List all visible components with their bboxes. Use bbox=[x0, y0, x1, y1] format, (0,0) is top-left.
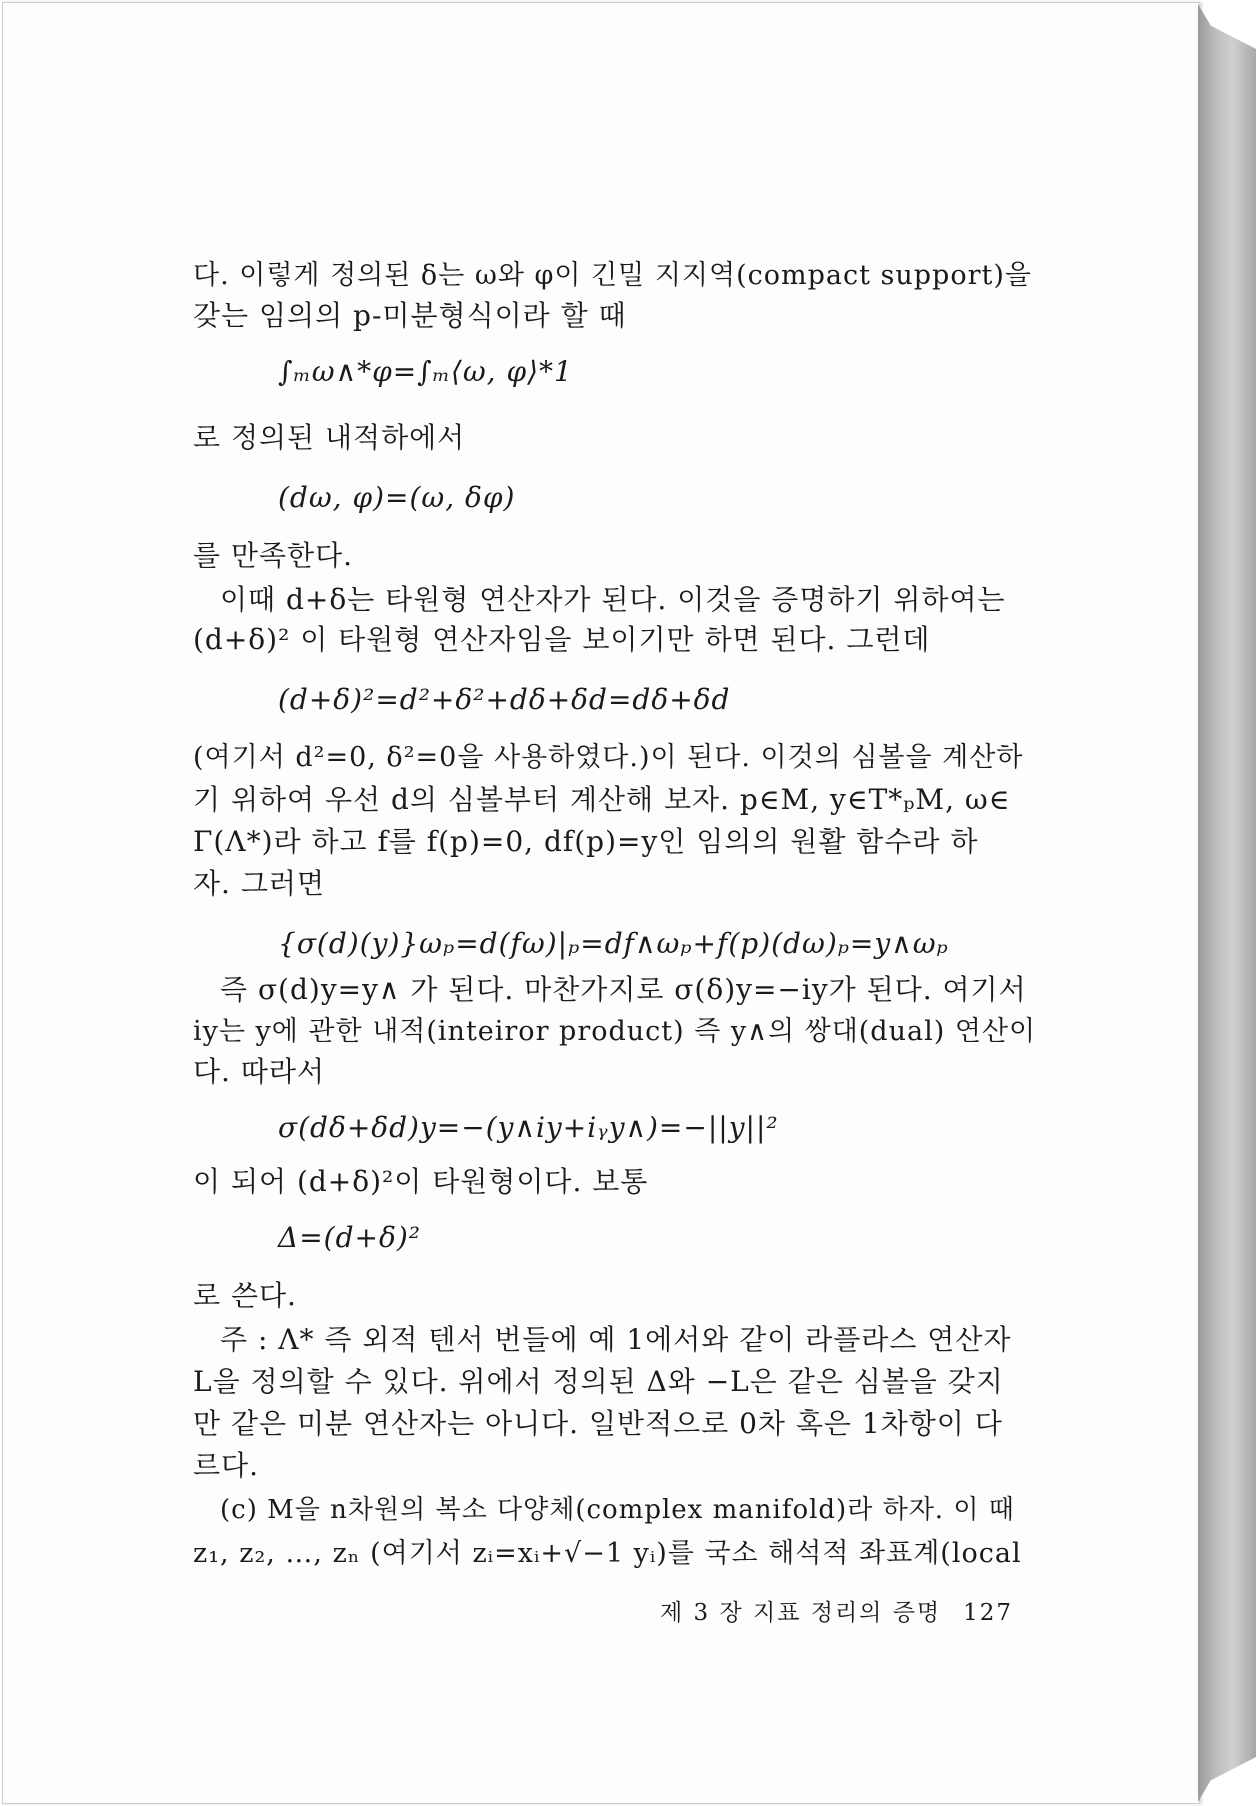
equation: σ(dδ+δd)y=−(y∧iy+iᵧy∧)=−||y||² bbox=[278, 1111, 779, 1144]
text-line: 자. 그러면 bbox=[193, 867, 325, 900]
page-number: 127 bbox=[963, 1600, 1014, 1626]
text-line: 다. 따라서 bbox=[193, 1055, 325, 1088]
text-line: 를 만족한다. bbox=[193, 539, 354, 572]
text-line: 갖는 임의의 p-미분형식이라 할 때 bbox=[193, 299, 627, 332]
text-line: z₁, z₂, …, zₙ (여기서 zᵢ=xᵢ+√−1 yᵢ)를 국소 해석적 좌표계(local bbox=[193, 1538, 1022, 1569]
text-line: Γ(Λ*)라 하고 f를 f(p)=0, df(p)=y인 임의의 원활 함수라 하 bbox=[193, 825, 979, 858]
text-line: L을 정의할 수 있다. 위에서 정의된 Δ와 −L은 같은 심볼을 갖지 bbox=[193, 1365, 1004, 1398]
text-line: 주 : Λ* 즉 외적 텐서 번들에 예 1에서와 같이 라플라스 연산자 bbox=[220, 1323, 1012, 1356]
text-line: (c) M을 n차원의 복소 다양체(complex manifold)라 하자. 이 때 bbox=[220, 1495, 1015, 1525]
text-line: 만 같은 미분 연산자는 아니다. 일반적으로 0차 혹은 1차항이 다 bbox=[193, 1407, 1003, 1440]
equation: ∫ₘω∧*φ=∫ₘ⟨ω, φ⟩*1 bbox=[278, 355, 573, 388]
equation: (d+δ)²=d²+δ²+dδ+δd=dδ+δd bbox=[278, 683, 731, 716]
equation: Δ=(d+δ)² bbox=[278, 1221, 421, 1254]
text-line: 다. 이렇게 정의된 δ는 ω와 φ이 긴밀 지지역(compact support)을 bbox=[193, 260, 1032, 291]
text-line: 로 쓴다. bbox=[193, 1279, 297, 1312]
text-line: (여기서 d²=0, δ²=0을 사용하였다.)이 된다. 이것의 심볼을 계산하 bbox=[193, 742, 1024, 773]
text-line: iy는 y에 관한 내적(inteiror product) 즉 y∧의 쌍대(dual) 연산이 bbox=[193, 1016, 1037, 1047]
text-line: 이 되어 (d+δ)²이 타원형이다. 보통 bbox=[193, 1165, 649, 1198]
chapter-title: 제 3 장 지표 정리의 증명 bbox=[660, 1600, 942, 1626]
page-footer bbox=[660, 1594, 1013, 1627]
page-edge-shadow bbox=[1198, 4, 1256, 1802]
equation: (dω, φ)=(ω, δφ) bbox=[278, 481, 516, 514]
text-line: 즉 σ(d)y=y∧ 가 된다. 마찬가지로 σ(δ)y=−iy가 된다. 여기서 bbox=[220, 973, 1027, 1006]
text-line: (d+δ)² 이 타원형 연산자임을 보이기만 하면 된다. 그런데 bbox=[193, 623, 931, 656]
text-line: 로 정의된 내적하에서 bbox=[193, 421, 466, 454]
text-line: 이때 d+δ는 타원형 연산자가 된다. 이것을 증명하기 위하여는 bbox=[220, 583, 1006, 616]
text-line: 기 위하여 우선 d의 심볼부터 계산해 보자. p∈M, y∈T*ₚM, ω∈ bbox=[193, 783, 1011, 816]
text-line: 르다. bbox=[193, 1449, 259, 1482]
equation: {σ(d)(y)}ωₚ=d(fω)|ₚ=df∧ωₚ+f(p)(dω)ₚ=y∧ωₚ bbox=[278, 927, 949, 960]
